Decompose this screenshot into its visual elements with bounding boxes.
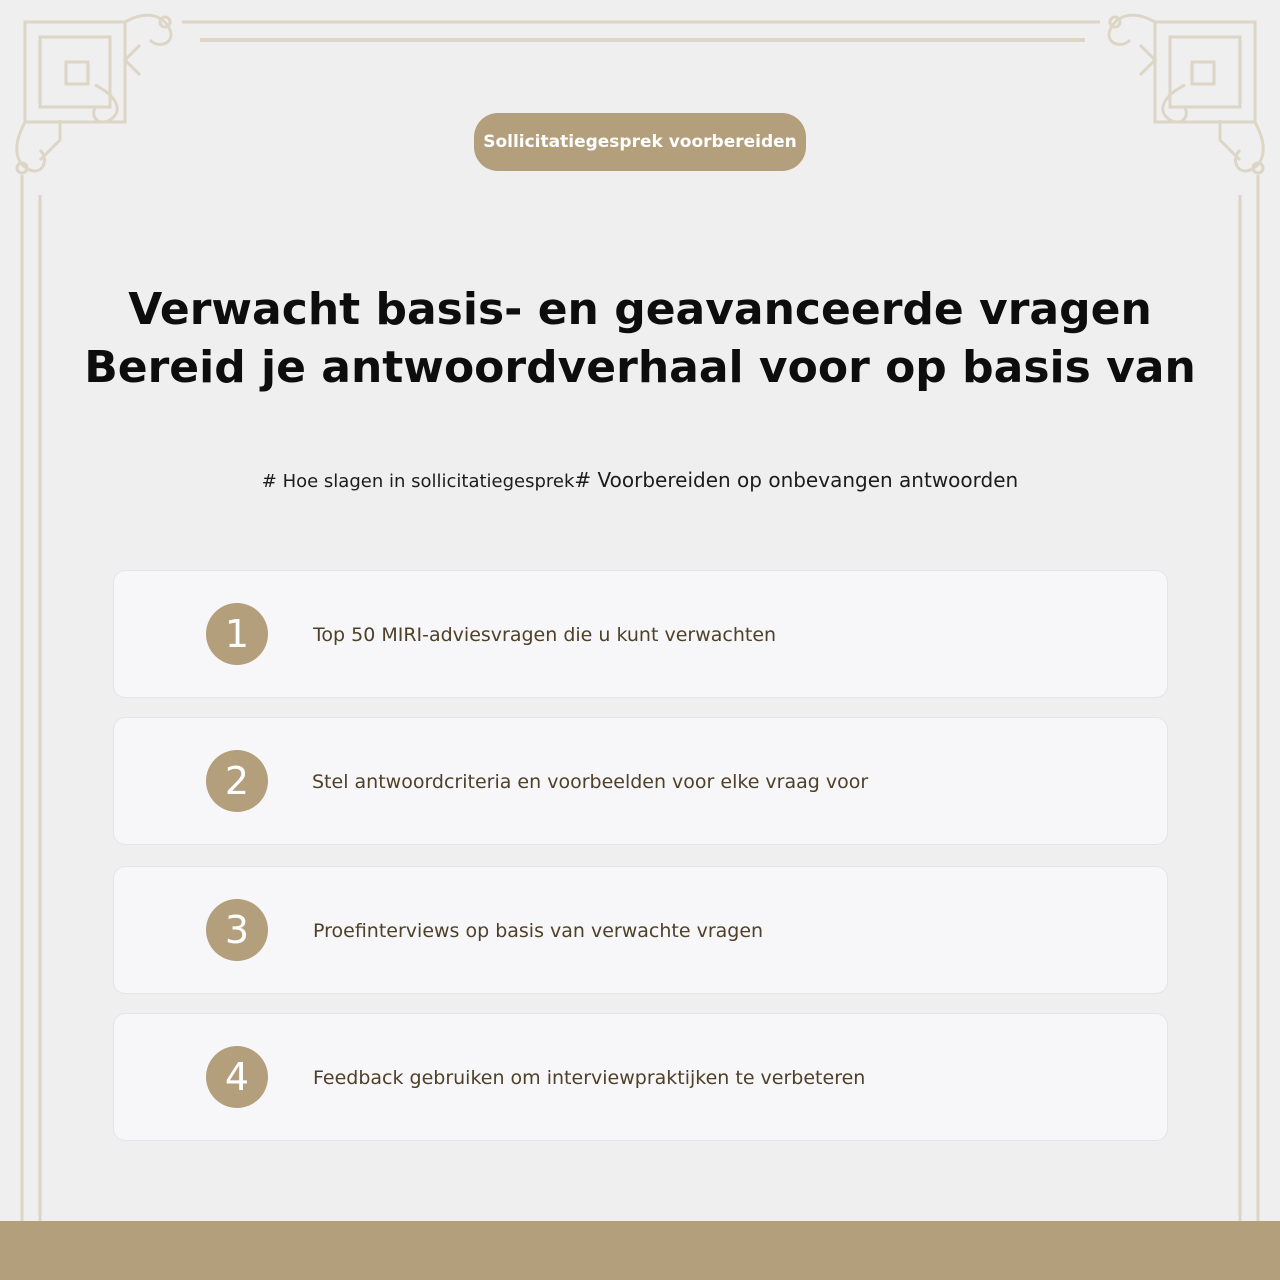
topic-badge-label: Sollicitatiegesprek voorbereiden: [483, 132, 797, 152]
page-title-line-1: Verwacht basis- en geavanceerde vragen: [128, 284, 1152, 335]
step-number-badge: 3: [206, 899, 268, 961]
page-title-line-2: Bereid je antwoordverhaal voor op basis van: [84, 342, 1196, 393]
step-number-badge: 1: [206, 603, 268, 665]
ornamental-corner-icon: [1109, 15, 1263, 173]
step-text: Feedback gebruiken om interviewpraktijken te verbeteren: [313, 1067, 866, 1089]
step-number-badge: 2: [206, 750, 268, 812]
hashtag-2: # Voorbereiden op onbevangen antwoorden: [574, 468, 1019, 492]
step-text: Proefinterviews op basis van verwachte vragen: [313, 920, 764, 942]
hashtag-row: [0, 468, 1280, 492]
ornamental-corner-icon: [17, 15, 171, 173]
step-text: Top 50 MIRI-adviesvragen die u kunt verwachten: [313, 624, 777, 646]
step-card-4: [113, 1013, 1168, 1141]
step-card-2: [113, 717, 1168, 845]
step-card-3: [113, 866, 1168, 994]
step-number-badge: 4: [206, 1046, 268, 1108]
topic-badge: [474, 113, 806, 171]
bottom-band: [0, 1221, 1280, 1280]
step-text: Stel antwoordcriteria en voorbeelden voor elke vraag voor: [312, 771, 869, 793]
step-card-1: [113, 570, 1168, 698]
hashtag-1: # Hoe slagen in sollicitatiegesprek: [261, 471, 575, 492]
